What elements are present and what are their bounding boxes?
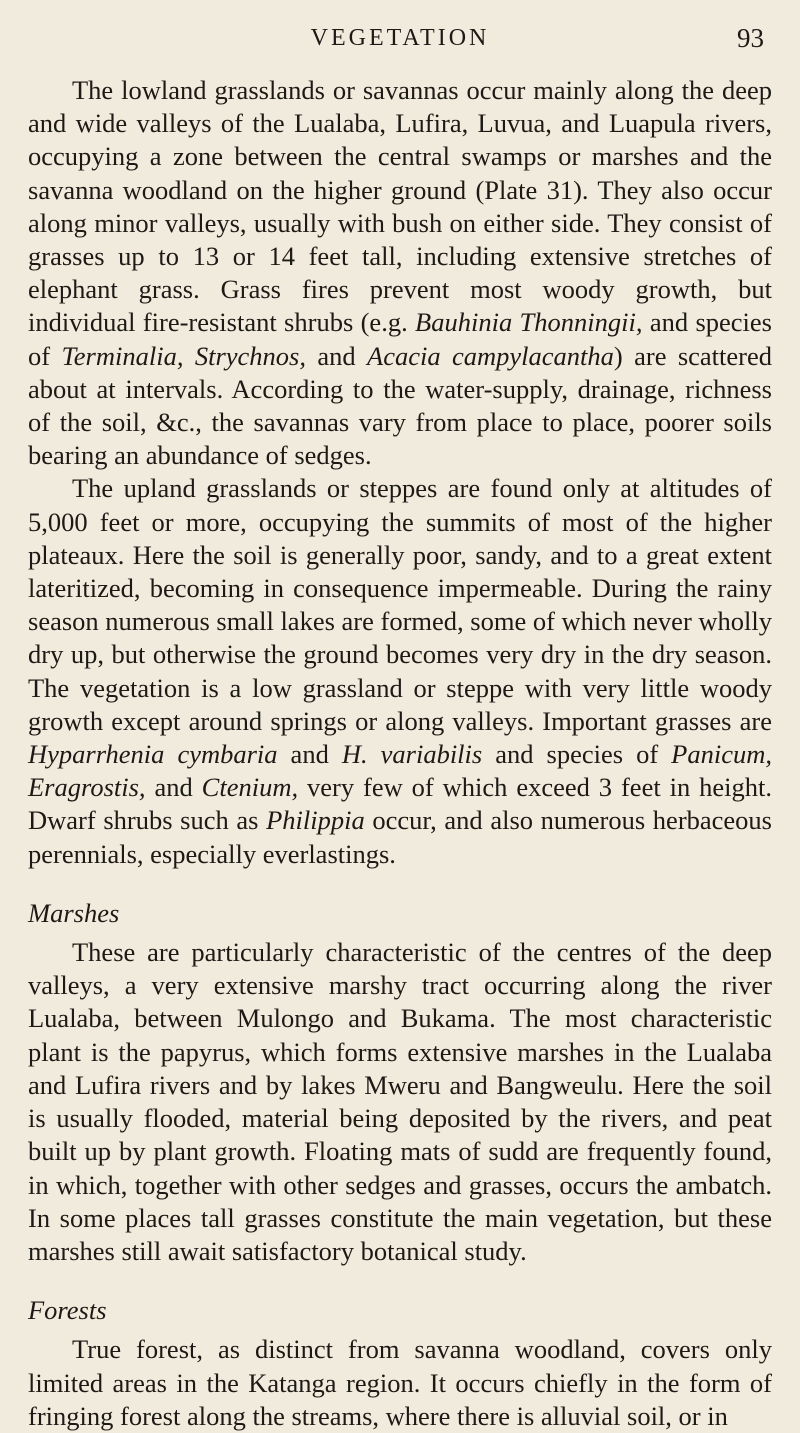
text-run: and species of [482, 739, 672, 770]
paragraph-upland-grasslands [28, 472, 772, 870]
text-run: and [305, 340, 368, 371]
text-run: ) are scattered about at intervals. According to the water-supply, drainage, richness of the soil, &c., the savannas vary from place to place, poorer soils bearing an abundance of sedges. [28, 340, 772, 471]
running-head [30, 18, 770, 58]
italic-species-name: Acacia campylacantha [367, 340, 614, 371]
italic-species-name: Terminalia, Strychnos, [61, 340, 306, 371]
italic-species-name: Hyparrhenia cymbaria [28, 739, 278, 770]
paragraph-forests: True forest, as distinct from savanna woodland, covers only limited areas in the Katanga region. It occurs chiefly in the form of fringing forest along the streams, where there is alluvial soil, or in [28, 1334, 772, 1431]
text-run: and [277, 739, 342, 770]
italic-species-name: H. variabilis [341, 739, 483, 770]
italic-species-name: Ctenium, [201, 772, 299, 803]
text-run: and [145, 772, 202, 803]
italic-species-name: Bauhinia Thonningii, [415, 307, 643, 338]
text-run: The lowland grasslands or savannas occur mainly along the deep and wide valleys of the Lualaba, Lufira, Luvua, and Luapula rivers, occupying a zone between the central swamps or marshes and the savanna woodland on the higher ground (Plate 31). They also occur along minor valleys, usually with bush on either side. They consist of grasses up to 13 or 14 feet tall, including extensive stretches of elephant grass. Grass fires prevent most woody growth, but individual fire-resistant shrubs (e.g. [28, 75, 772, 338]
text-run: The upland grasslands or steppes are found only at altitudes of 5,000 feet or more, occupying the summits of most of the higher plateaux. Here the soil is generally poor, sandy, and to a great extent lateritized, becoming in consequence impermeable. During the rainy season numerous small lakes are formed, some of which never wholly dry up, but otherwise the ground becomes very dry in the dry season. The vegetation is a low grassland or steppe with very little woody growth except around springs or along valleys. Important grasses are [28, 473, 773, 736]
paragraph-lowland-grasslands [28, 74, 772, 472]
section-heading-marshes: Marshes [28, 897, 120, 928]
running-head-title: VEGETATION [310, 25, 490, 51]
section-heading-forests: Forests [28, 1295, 107, 1326]
body-text [28, 74, 772, 1433]
italic-species-name: Panicum, Eragrostis, [28, 739, 772, 803]
text-run: occur, and also numerous herbaceous perennials, especially everlastings. [28, 805, 772, 869]
text-run: very few of which exceed 3 feet in height. Dwarf shrubs such as [28, 772, 772, 836]
text-run: and species of [28, 307, 772, 371]
page-number: 93 [737, 23, 764, 53]
paragraph-marshes: These are particularly characteristic of the centres of the deep valleys, a very extensive marshy tract occurring along the river Lualaba, between Mulongo and Bukama. The most characteristic plant is the papyrus, which forms extensive marshes in the Lualaba and Lufira rivers and by lakes Mweru and Bangweulu. Here the soil is usually flooded, material being deposited by the rivers, and peat built up by plant growth. Floating mats of sudd are frequently found, in which, together with other sedges and grasses, occurs the ambatch. In some places tall grasses constitute the main vegetation, but these marshes still await satisfactory botanical study. [28, 937, 772, 1266]
italic-species-name: Philippia [266, 805, 365, 836]
